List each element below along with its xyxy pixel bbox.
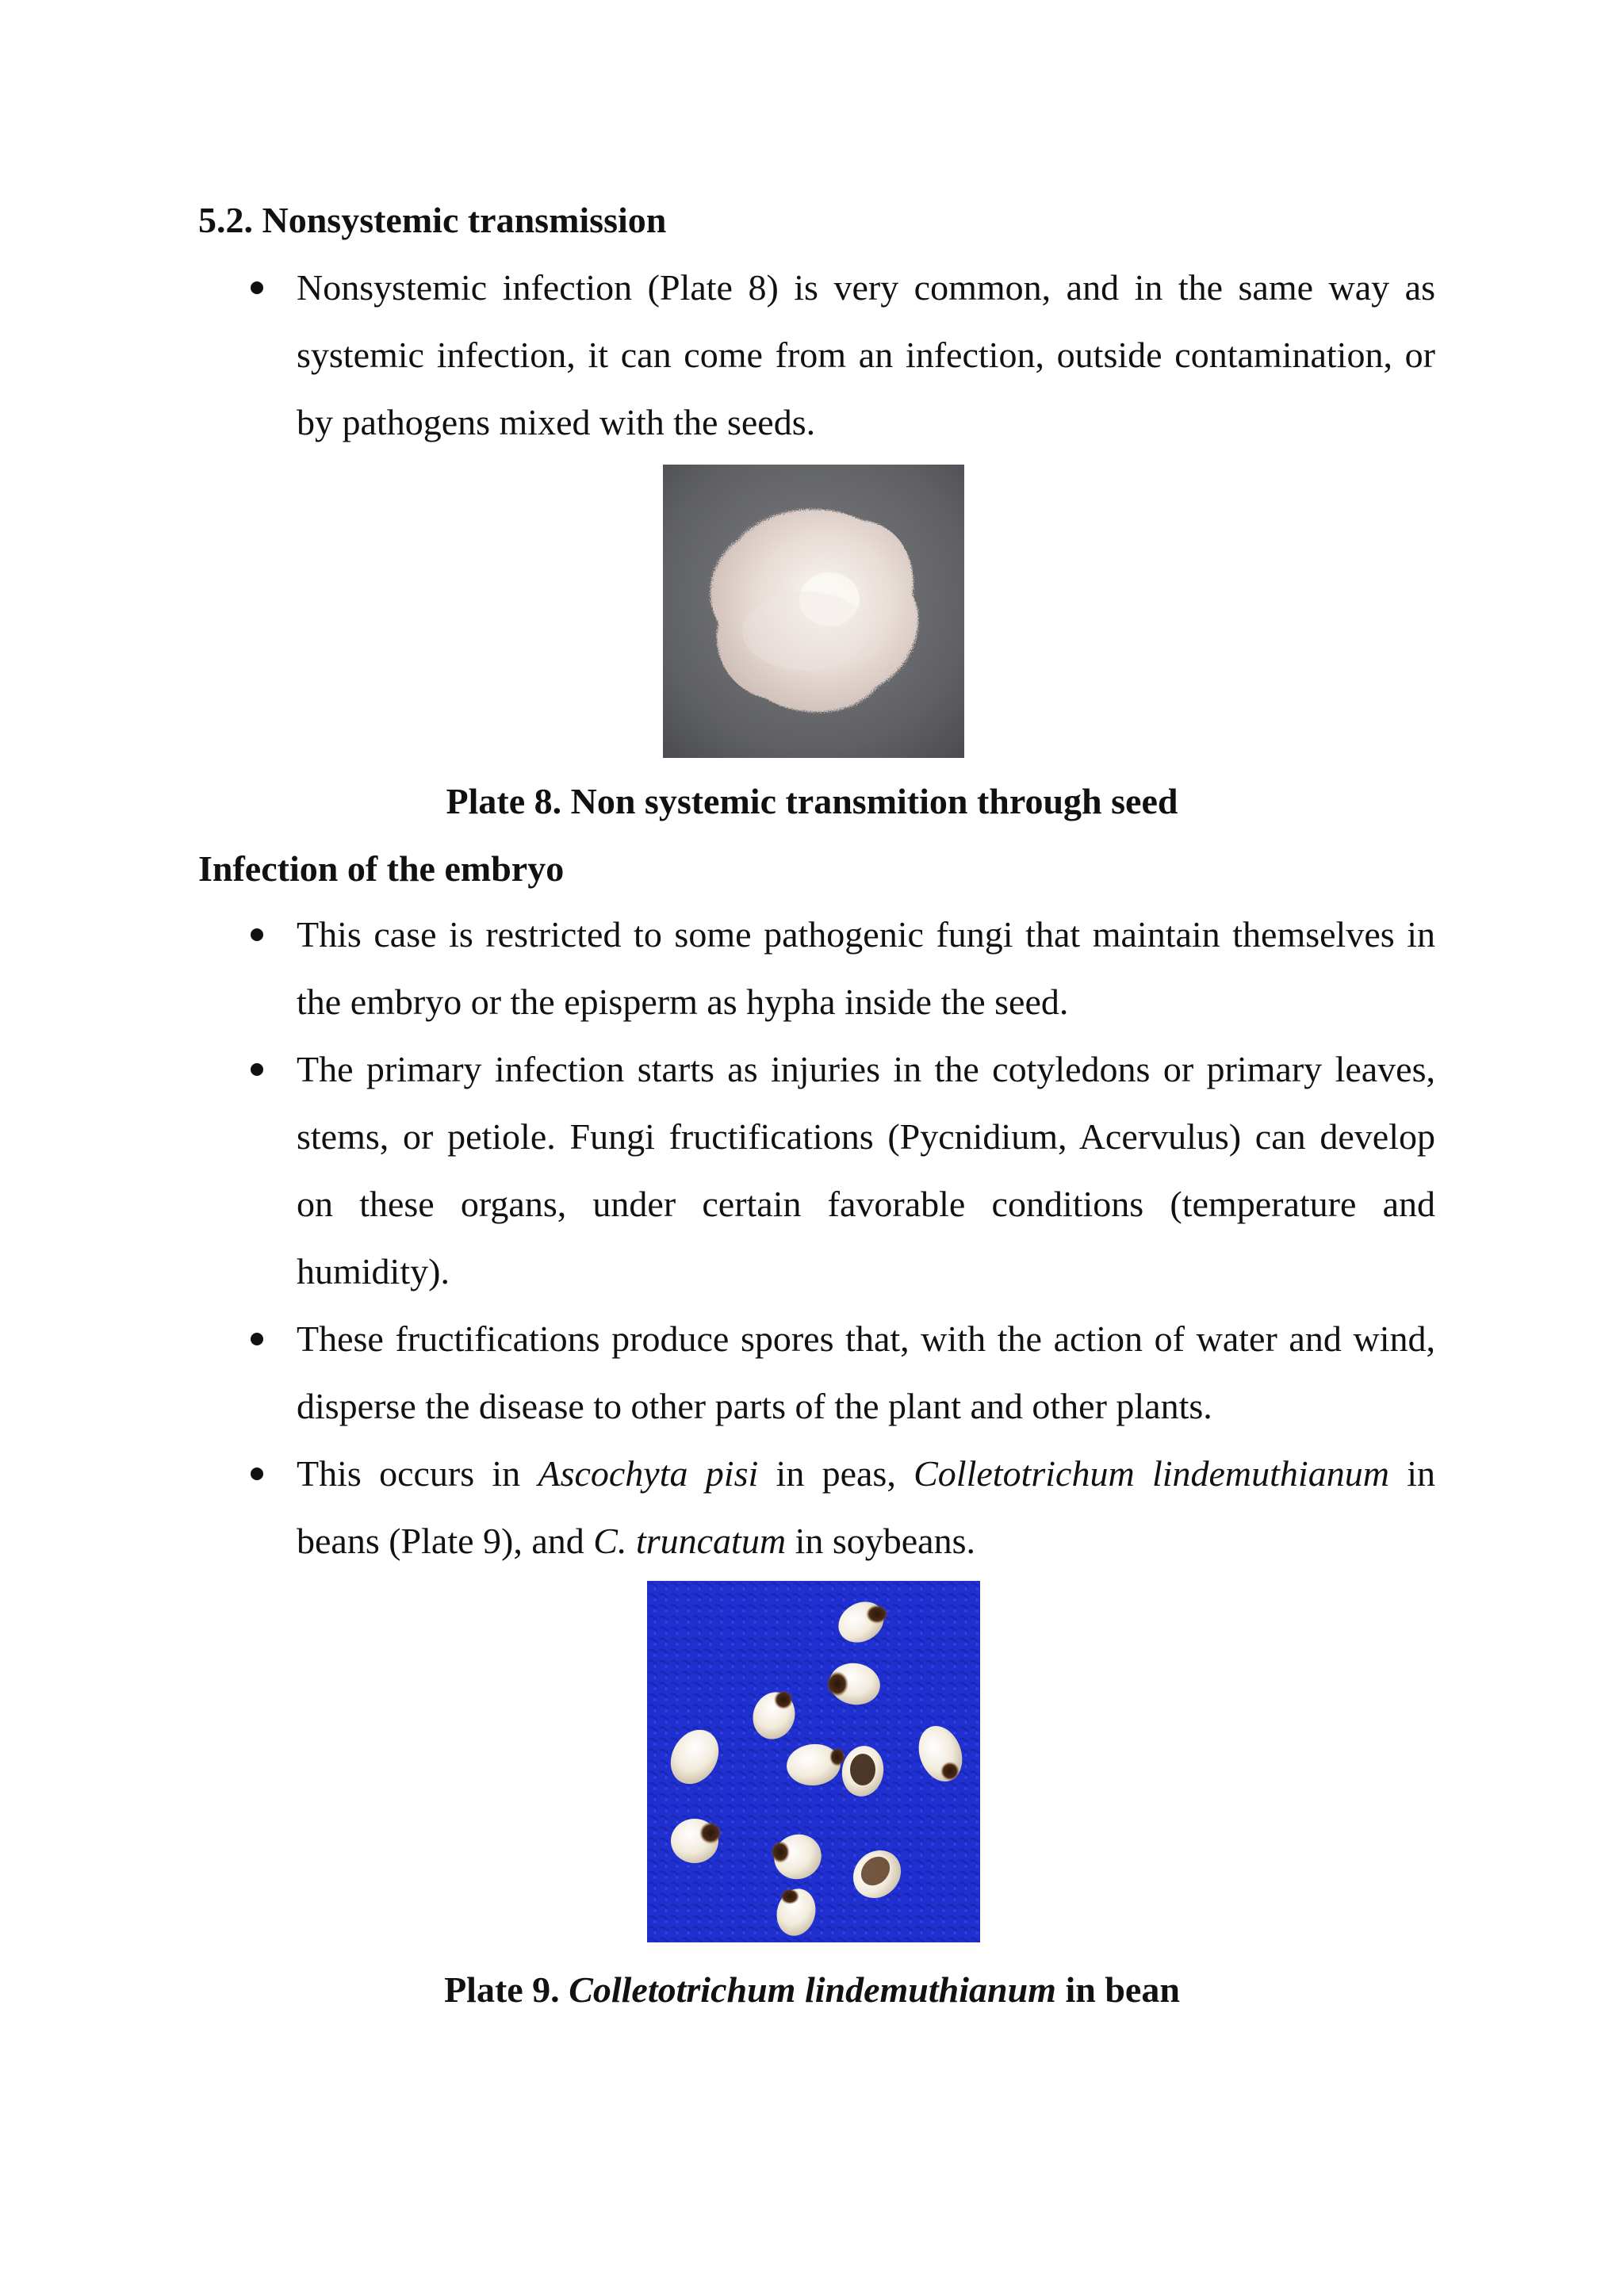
bullet-dot-icon	[251, 1333, 263, 1345]
plate9-caption	[0, 1966, 1624, 2014]
section-heading: 5.2. Nonsystemic transmission	[198, 200, 667, 240]
species-name: Colletotrichum lindemuthianum	[914, 1453, 1389, 1494]
caption-species: Colletotrichum lindemuthianum	[569, 1969, 1056, 2010]
text-run: This occurs in	[297, 1453, 538, 1494]
bean-seeds-image	[647, 1581, 980, 1942]
embryo-heading: Infection of the embryo	[198, 848, 565, 889]
text-run: in peas,	[758, 1453, 914, 1494]
text-run: in soybeans.	[786, 1521, 975, 1561]
bullet-text: Nonsystemic infection (Plate 8) is very common, and in the same way as systemic infection, it can come from an infection, outside contamination, or by pathogens mixed with the seeds.	[297, 267, 1435, 442]
fungal-colony-image	[663, 465, 964, 758]
bullet-text	[297, 1453, 1435, 1561]
embryo-bullet-list	[198, 901, 1435, 1575]
nonsystemic-bullet-list	[198, 254, 1435, 456]
bullet-dot-icon	[251, 281, 263, 294]
bullet-dot-icon	[251, 1063, 263, 1076]
list-item	[198, 901, 1435, 1035]
bullet-text: These fructifications produce spores that, with the action of water and wind, disperse the disease to other parts of the plant and other plants.	[297, 1318, 1435, 1426]
list-item	[198, 1440, 1435, 1575]
plate8-caption: Plate 8. Non systemic transmition through seed	[446, 781, 1178, 821]
text-run: in beans (Plate 9), and	[297, 1453, 1436, 1561]
bullet-text: This case is restricted to some pathogenic fungi that maintain themselves in the embryo or the episperm as hypha inside the seed.	[297, 914, 1435, 1022]
species-name: Ascochyta pisi	[538, 1453, 759, 1494]
list-item	[198, 1305, 1435, 1440]
caption-prefix: Plate 9.	[444, 1969, 569, 2010]
list-item	[198, 1035, 1435, 1305]
bullet-dot-icon	[251, 928, 263, 941]
plate8-image	[663, 465, 964, 758]
bullet-dot-icon	[251, 1468, 263, 1480]
list-item	[198, 254, 1435, 456]
bullet-text: The primary infection starts as injuries in the cotyledons or primary leaves, stems, or petiole. Fungi fructifications (Pycnidium, Acervulus) can develop on these organs, under certain favorable conditions (temperature and humidity).	[297, 1049, 1435, 1292]
species-name: C. truncatum	[593, 1521, 787, 1561]
plate9-image	[647, 1581, 980, 1942]
caption-suffix: in bean	[1055, 1969, 1180, 2010]
